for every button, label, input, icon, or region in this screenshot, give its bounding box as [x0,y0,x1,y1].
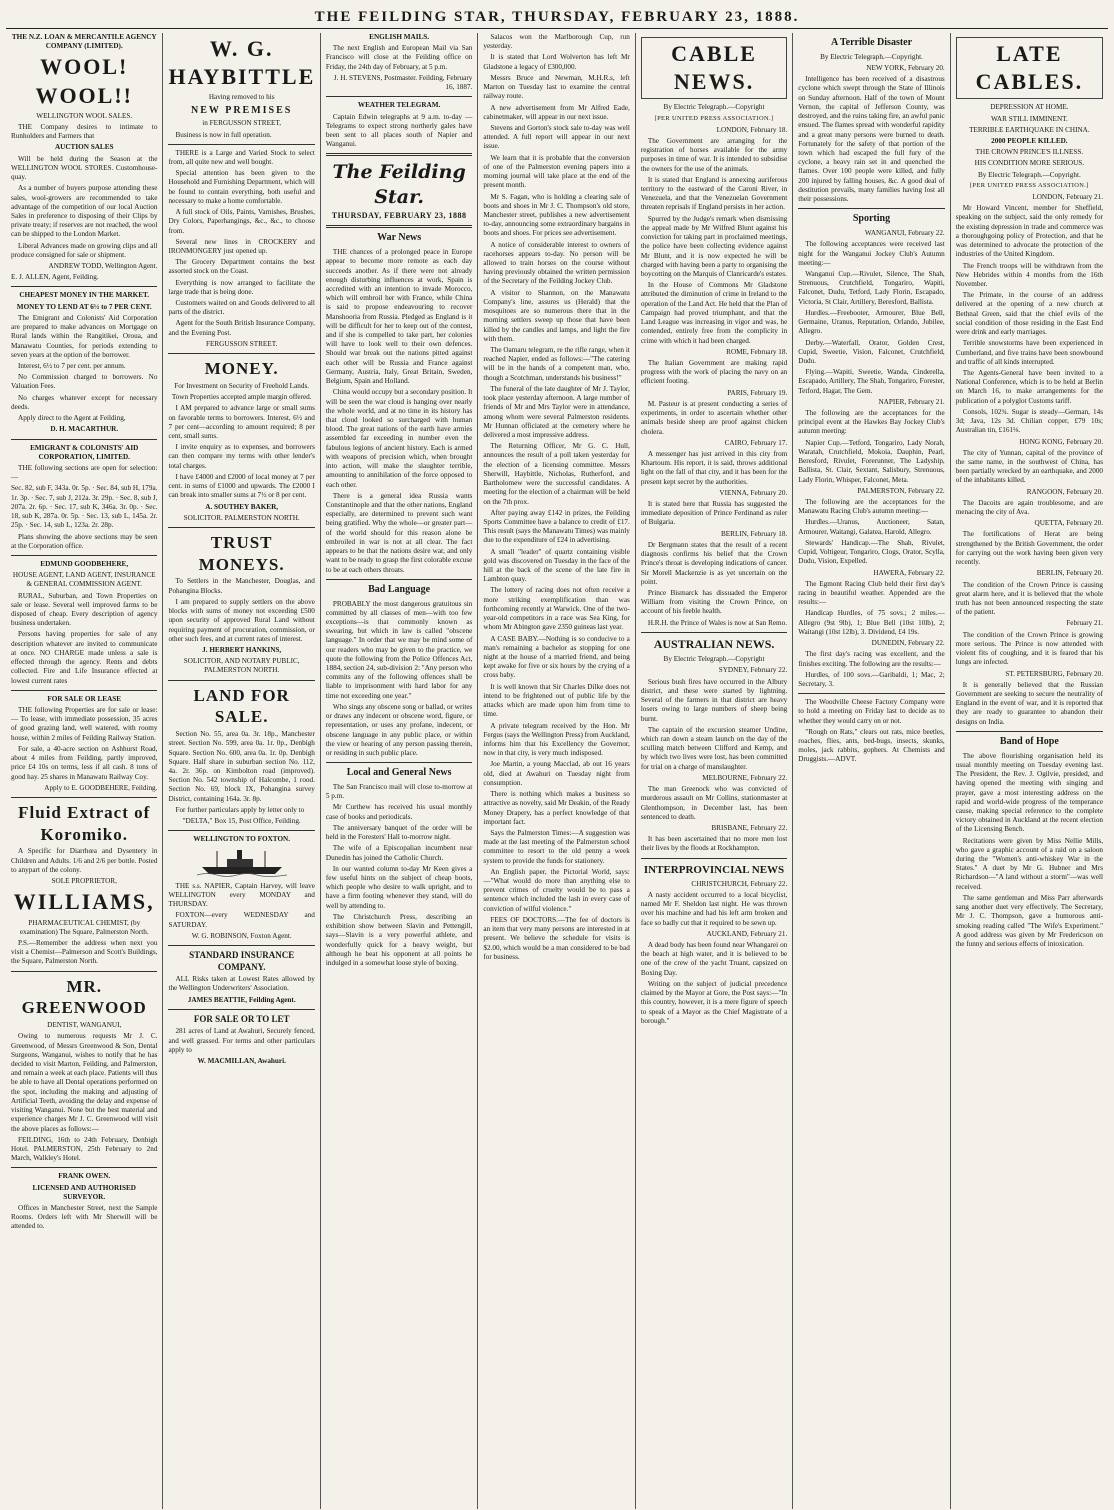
bad-language-title: Bad Language [368,583,431,595]
column-3 [321,33,478,1509]
cable-text-9: Dr Bergmann states that the result of a recent diagnosis confirms his belief that the Crown Prince's throat is developing indications of cancer. Sir Morell Mackenzie is as yet uncertain on the point. [640,540,788,586]
cable-text-1: The Government are arranging for the registration of horses available for the army purposes in time of war. It is intended to subsidise the owners for the use of the animals. [640,136,788,173]
hankins-subtitle: SOLICITOR, AND NOTARY PUBLIC, PALMERSTON NORTH. [183,657,300,675]
language-text-2: Who sings any obscene song or ballad, or writes or draws any indecent or obscene word, figure, or representation, or uses any profane, indecent, or obscene language in any public place, or within the view or hearing of any person passing therein, or residing in such public place. [325,702,473,758]
trust-text-1: To Settlers in the Manchester, Douglas, and Pohangina Blocks. [168,577,315,595]
money-text-5: Apply direct to the Agent at Feilding, [18,414,126,423]
local-text-6: The Christchurch Press, describing an exhibition show between Slavin and Pettengill, says—Slavin is a very powerful athlete, and wonderfully quick for a heavy weight, but although he beat his opponent at all points he indulged in a somewhat loose style of boxing. [325,912,473,967]
dateline-berlin: BERLIN, February 18. [720,529,788,538]
late-cables-assoc: [PER UNITED PRESS ASSOCIATION.] [969,181,1089,189]
australian-text-3: The man Greenock who was convicted of murderous assault on Mr Collins, stationmaster at Glenthompson, in December last, has been sentenced to death. [640,785,788,821]
late-cables-byline: By Electric Telegraph.—Copyright. [977,170,1081,179]
war-text-1: THE chances of a prolonged peace in Europe appear to become more remote as each day succeeds another. As if there were not already enough disturbing influences at work, Spain is accredited with an intention to invade Morocco, which will embroil her with France, while China is said to propose endeavouring to recover Manshooria from Russia. Pledged as England is it will be difficult for her to keep out of the contest, and if she is compelled to take part, her colonies will have to look well to their own defences. Should war break out the nations pitted against each other will be Russia and France against Germany, Austria, Italy, Great Britain, Sweden, Belgium, Spain and Holland. [325,248,473,386]
dateline-hong-kong: HONG KONG, February 20. [1019,437,1104,446]
australian-text-2: The captain of the excursion steamer Undine, which ran down a steam launch on the day of the sculling match between Clifford and Kemp, and by which two lives were lost, has been committed for trial on a charge of manslaughter. [640,725,788,771]
late-text-8: The Dacoits are again troublesome, and are menacing the city of Ava. [955,498,1104,517]
late-text-7: The city of Yunnan, capital of the province of the same name, in the southwest of China, has been partially wrecked by an earthquake, and 2000 of the inhabitants killed. [955,448,1104,485]
owen-subtitle: LICENSED AND AUTHORISED SURVEYOR. [32,1183,136,1201]
local-news-title: Local and General News [346,767,452,779]
extract-text: A Specific for Diarrhœa and Dysentery in Children and Adults. 1/6 and 2/6 per bottle. Posted to anypart of the colony. [11,847,158,874]
hankins-signature: J. HERBERT HANKINS, [202,645,282,654]
divider [168,945,314,946]
column-2 [163,33,320,1509]
auction-heading: AUCTION SALES [54,143,114,152]
land-text-1: Section No. 55, area 0a. 3r. 18p., Manchester street. Section No. 599, area 0a. 1r. 0p., Denbigh Square. Section No. 600, area 0a. 1r. 0p. Denbigh Square. Half share in suburban section No. 112, 4a. 2r. 36p. on Kimbolton road (improved). Section No. 542 township of Halcombe, 1 rood. Section No. 69, block IX, Pohangina survey District, containing 164a. 3r. 8p. [168,730,315,803]
owen-text: Offices in Manchester Street, next the Sample Rooms. Orders left with Mr Sherwill will be attended to. [11,1204,158,1231]
divider [11,439,157,440]
dateline-napier: NAPIER, February 21. [878,397,945,406]
trust-title: TRUST MONEYS. [198,532,285,574]
lease-signature: Apply to E. GOODBEHERE, Feilding. [44,783,158,792]
dateline-palmerston: PALMERSTON, February 22. [857,486,945,495]
dateline-christchurch: CHRISTCHURCH, February 22. [691,879,788,888]
late-cables-sub-2: WAR STILL IMMINENT. [990,114,1068,123]
late-text-2: The French troops will be withdrawn from the New Hebrides within 4 months from the 16th November. [955,261,1104,288]
news-item-8: A notice of considerable interest to owners of racehorses appears to-day. No person will be allowed to train horses on the course without having previously obtained the written permission of the Secretary of the Feilding Jockey Club. [483,240,630,286]
news-item-1: Salacos won the Marlborough Cup, run yesterday. [483,33,630,51]
local-text-1: The San Francisco mail will close to-morrow at 5 p.m. [325,783,473,801]
late-text-6: Consols, 102¾. Sugar is steady—German, 14s 3d; Java, 12s 3d. Chilian copper, £79 10s; Australian tin, £161⅛. [955,407,1104,435]
insurance-signature: JAMES BEATTIE, Feilding Agent. [187,995,296,1004]
cable-text-3: Spurred by the Judge's remark when dismissing the appeal made by Mr Wilfred Blunt against his conviction for taking part in proclaimed meetings, the police have been collecting evidence against Mr Blunt, and it is now expected he will be charged with having been a party to organising the boycotting on the Marquis of Clanricarde's estates. [640,214,788,278]
lease-text-1: THE following Properties are for sale or lease:— To lease, with immediate possession, 35 acres of good grazing land, well watered, with roomy house, within 2 miles of Feilding Railway Station. [11,706,158,742]
disaster-text: Intelligence has been received of a disastrous cyclone which swept through the State of Illinois on Sunday afternoon. Half of the town of Mount Vernon, the capital of Jefferson County, was destroyed, and the ruins taking fire, an awful panic ensued. The flames spread with wonderful rapidity and a great many persons were burned to death. Fortunately for the safety of that portion of the town which had escaped the full fury of the cyclone, a heavy rain set in and quenched the flames. Over 100 people were killed, and fully 200 injured by falling houses, &c. A good deal of destitution prevails, many families having lost all their possessions. [798,75,945,204]
sporting-text-11: Stewards' Handicap.—The Shah, Rivulet, Cupid, Voltigeur, Tongariro, Clogs, Orator, Scylla, Dudu, Vision, Expelled. [798,538,945,566]
money-title: CHEAPEST MONEY IN THE MARKET. [19,291,150,300]
news-item-14: A small "leader" of quartz containing visible gold was discovered on Tuesday in the face of the hill at the back of the scene of the late fire in Lambton quay. [483,547,630,584]
haybittle-text-5: Special attention has been given to the Household and Furnishing Department, which will be found to contain everything, both useful and necessary to make a home comfortable. [168,169,315,205]
wool-text-4: Liberal Advances made on growing clips and all produce consigned for sale or shipment. [11,241,158,259]
sale-text: 281 acres of Land at Awahuri, Securely fenced, and well grassed. For terms and other particulars apply to [168,1027,315,1054]
wool-subtitle: WELLINGTON WOOL SALES. [36,111,133,120]
column-5 [636,33,793,1509]
dateline-london-2: LONDON, February 21. [1032,193,1104,202]
dateline-rome: ROME, February 18. [726,347,788,356]
haybittle-text-7: Several new lines in CROCKERY and IRONMONGERY just opened up. [168,237,315,255]
cable-text-6: M. Pasteur is at present conducting a series of experiments, in order to ascertain whether other animals beside sheep are proof against chicken cholera. [640,399,788,436]
dateline-paris: PARIS, February 19. [727,388,788,397]
interprovincial-title: INTERPROVINCIAL NEWS [643,863,785,876]
interprovincial-text-1: A nasty accident occurred to a local bicyclist, named Mr F. Sheldon last night. He was thrown over his machine and had his left arm broken and face so badly cut that it required to be sewn up. [640,890,788,927]
money-text-b: Town Properties accepted ample margin offered. [171,393,312,402]
sporting-text-9: The following are the acceptances for the Manawatu Racing Club's autumn meeting:— [798,498,945,516]
news-item-20: There is nothing which makes a business so attractive as novelty, said Mr Deakin, of the Ready Money Drapery, has a perfect knowledge of that important fact. [483,790,630,826]
news-item-10: The Oamaru telegram, re the rifle range, when it reached Napier, ended as follows:—"The catering will be in the hands of a competent man, who, though a Scotchman, understands his business!" [483,346,630,382]
lease-title: FOR SALE OR LEASE [47,694,122,703]
dateline-feb-21: February 21. [1066,619,1104,628]
news-item-12: The Returning Officer, Mr G. C. Hull, announces the result of a poll taken yesterday for the election of a licensing committee. Messrs Sherwill, Haybittle, Nicholas, Rutherford, and Bartholomew were the successful candidates. A meeting for the election of a chairman will be held on the 7th prox. [483,442,630,506]
insurance-text: ALL Risks taken at Lowest Rates allowed by the Wellington Underwriters' Association. [168,975,315,993]
wool-text-3: As a number of buyers purpose attending these sales, wool-growers are recommended to take advantage of the competition of our local Auction Sales in preference to disposing of their Clips by private treaty; if reserves are not reached, the wool can be shipped to the London Market. [11,184,158,239]
money-title-2: MONEY. [204,359,279,379]
dateline-sydney: SYDNEY, February 22. [718,666,788,675]
baker-text-3: I have £4000 and £2000 of local money at 7 per cent. in sums of £1000 and upwards. The £2000 I can break into smaller sums at 7½ or 8 per cent. [168,472,315,500]
divider [956,731,1103,732]
weather-text: Captain Edwin telegraphs at 9 a.m. to-day — Telegrams to expect strong northerly gales have been sent to all places south of Napier and Wanganui. [325,112,473,149]
greenwood-text-1: Owing to numerous requests Mr J. C. Greenwood, of Messrs Greenwood & Son, Dental Surgeons, Wanganui, wishes to notify that he has decided to visit Marton, Feilding, and Palmerston, and remain a week at each place. Patients will thus be able to have all Dental operations performed on the spot, including the making and adjusting of Artificial Teeth, avoiding the delay and expense of visiting Wanganui. None but the best material and experience charges Mr J. C. Greenwood will visit the above places as follows:— [11,1032,158,1133]
news-item-22: An English paper, the Pictorial World, says:—"What would do more than anything else to prevent crimes of cruelty would be to pass a sentence which included the lash in every case of conviction of wilful violence." [483,867,630,913]
late-text-9: The fortifications of Herat are being strengthened by the British Government, the order for carrying out the work having been given very recently. [955,530,1104,567]
haybittle-title: W. G. HAYBITTLE [168,36,316,90]
news-item-11: The funeral of the late daughter of Mr J. Taylor, took place yesterday afternoon. A large number of friends of Mr and Mrs Taylor were in attendance, among whom were several Palmerston residents. Mr Hunnan officiated at the cemetery where he delivered a most impressive address. [483,384,630,439]
greenwood-subtitle: DENTIST, WANGANUI, [47,1021,122,1030]
cable-news-box [641,37,787,99]
divider [326,96,472,97]
news-item-2: It is stated that Lord Wolverton has left Mr Gladstone a legacy of £300,000. [483,53,630,71]
greenwood-title: MR. GREENWOOD [21,976,147,1018]
williams-title: WILLIAMS, [13,889,155,915]
dateline-london: LONDON, February 18. [716,125,788,134]
late-text-1: Mr Howard Vincent, member for Sheffield, speaking on the subject, said the only remedy for the existing depression in trade and commerce was a thoroughgoing policy of Protection, and that he was determined to advocate the protection of the industries of the United Kingdom. [955,204,1104,259]
haybittle-text-10: Customers waited on and Goods delivered to all parts of the district. [168,299,315,317]
hope-text-2: Recitations were given by Miss Nellie Mills, who gave a graphic account of a raid on a saloon during the "Women's anti-whiskey War in the States." A duet by Mr G. Hubner and Mrs Richardson—"A land without a storm"—was well received. [955,836,1104,891]
haybittle-text-4: THERE is a Large and Varied Stock to select from, all quite new and well bought. [168,148,315,166]
divider [11,797,157,798]
masthead: THE FEILDING STAR, THURSDAY, FEBRUARY 23, 1888. [6,6,1108,29]
sporting-text-3: Wanganui Cup.—Rivulet, Silence, The Shah, Strenuous, Crutchfield, Tongariro, Wapiti, Falconet, Dudu, Tetford, Lady Florin, Escapado, Victoria, St Clair, Artillery, Beresford, Ballista. [798,269,945,306]
wool-signature: ANDREW TODD, Wellington Agent. [48,262,158,271]
dateline-dunedin: DUNEDIN, February 22. [871,639,945,648]
late-text-12: It is generally believed that the Russian Government are seeking to secure the neutrality of England in the event of war, and it is reported that they are ready to guarantee to abandon their designs on India. [955,680,1104,726]
haybittle-premises: NEW PREMISES [191,104,293,116]
haybittle-text-11: Agent for the South British Insurance Company, and the Evening Post. [168,319,315,337]
australian-text-4: It has been ascertained that no more men lost their lives by the floods at Rockhampton. [640,835,788,853]
late-text-10: The condition of the Crown Prince is causing great alarm here, and it is believed that the whole truth has not been announced respecting the state of the patient. [955,580,1104,617]
haybittle-text-2: in FERGUSSON STREET, [202,119,282,128]
local-text-5: In our wanted column to-day Mr Keen gives a few useful hints on the subject of cheap boots, which people who desire to walk upright, and to have a firm footing whenever they stand, will do well by attending to. [325,864,473,910]
emigrant-sections: Sec. 82, sub F, 343a. 0r. 5p. · Sec. 84, sub H, 179a. 1r. 3p. · Sec. 7, sub J, 212a. 3r. 29p. · Sec. 8, sub J, 207a. 2r. 6p. · Sec. 17, sub K, 346a. 3r. 0p. · Sec. 18, sub K, 287a. 0r. 5p. · Sec. 13, sub L, 145a. 2r. 25p. · Sec. 14, sub L, 123a. 2r. 28p. [11,484,158,530]
late-cables-title: LATE CABLES. [975,41,1084,95]
late-cables-sub-6: HIS CONDITION MORE SERIOUS. [974,159,1085,168]
advert-text: "Rough on Rats," clears out rats, mice beetles, roaches, flies, ants, bed-bugs, insects, skunks, moles, jack rabbits, gophers. At Chemists and Druggists.—ADVT. [798,727,945,764]
divider [168,830,314,831]
land-title: LAND FOR SALE. [193,685,290,727]
cheese-factory-text: The Woodville Cheese Factory Company were to hold a meeting on Friday last to decide as to whether they would carry on or not. [798,698,945,725]
divider [11,555,157,556]
haybittle-text-1: Having removed to his [208,93,275,102]
news-item-6: We learn that it is probable that the conversion of one of the Palmerston evening papers into a morning journal will take place at the end of the present month. [483,153,630,190]
extract-title: Fluid Extract of Koromiko. [18,802,151,844]
band-of-hope-title: Band of Hope [999,735,1059,747]
hope-text-1: The above flourishing organisation held its usual monthly meeting on Tuesday evening last. The President, the Rev. J. Ogilvie, presided, and having opened the meeting with singing and prayer, gave a most interesting address on the rapid and world-wide progress of the temperance cause, making special reference to the complete victory obtained in Auckland at the recent election of the Licensing Bench. [955,751,1104,834]
cable-text-11: H.R.H. the Prince of Wales is now at San Remo. [647,618,788,627]
news-item-7: Mr S. Fagan, who is holding a clearing sale of boots and shoes in Mr J. C. Thompson's old store, Manchester street, publishes a new advertisement to-day, announcing some extraordinary bargains in boots and shoes. For prices see advertisement. [483,192,630,238]
news-item-4: A new advertisement from Mr Alfred Eade, cabinetmaker, will appear in our next issue. [483,103,630,121]
divider [798,208,944,209]
sporting-title: Sporting [852,213,891,225]
dateline-rangoon: RANGOON, February 20. [1026,487,1104,496]
column-4 [478,33,635,1509]
sporting-text-5: Derby.—Waterfall, Orator, Golden Crest, Cupid, Sweetie, Vision, Falconet, Crutchfield, Dudu. [798,338,945,365]
dateline-auckland: AUCKLAND, February 21. [706,929,788,938]
news-item-9: A visitor to Shannon, on the Manawatu Company's line, assures us (Herald) that the mosquitoes are so numerous there that in the morning settlers sweep up those that have been killed by the candles and lamps, and light the fire with them. [483,288,630,343]
mails-title: ENGLISH MAILS. [369,33,430,41]
emigrant-text-1: THE following sections are open for selection:— [11,463,158,482]
cable-text-8: It is stated here that Russia has suggested the immediate deposition of Prince Ferdinand as ruler of Bulgaria. [640,500,788,527]
foxton-text-1: THE s.s. NAPIER, Captain Harvey, will leave WELLINGTON every MONDAY and THURSDAY. [168,881,315,909]
late-text-3: The Primate, in the course of an address delivered at the opening of a new church at Bethnal Green, said that the chief evils of the social condition of those residing in the East End were drink and early marriages. [955,291,1104,337]
dateline-new-york: NEW YORK, February 20. [866,64,945,73]
interprovincial-text-3: Writing on the subject of judicial precedence claimed by the Mayor at Gore, the Post says:—"In this country, however, it is a mere figure of speech to speak of a Mayor as the Chief Magistrate of a borough." [640,979,788,1025]
sporting-text-13: Handicap Hurdles, of 75 sovs.; 2 miles.—Allegro (9st 9lb), 1; Blue Bell (10st 10lb), 2; Waitangi (10st 12lb), 3. Dividend, £4 19s. [798,609,945,636]
cable-text-10: Prince Bismarck has dissuaded the Emperor William from visiting the Crown Prince, on account of his feeble health. [640,589,788,616]
williams-text: P.S.—Remember the address when next you visit a Chemist—Palmerson and Scott's Buildings, the Square, Palmerston North. [11,938,158,966]
foxton-signature: W. G. ROBINSON, Foxton Agent. [191,931,292,940]
news-item-19: Joe Martin, a young Macclad, ab out 16 years old, died at Awahuri on Tuesday night from consumption. [483,760,630,787]
australian-news-title: AUSTRALIAN NEWS. [653,636,775,651]
haybittle-text-9: Everything is now arranged to facilitate the large trade that is being done. [168,278,315,296]
sporting-text-14: The first day's racing was excellent, and the finishes exciting. The following are the results:— [798,650,945,668]
wool-text-1: THE Company desires to intimate to Runholders and Farmers that [11,122,158,141]
mails-signature: J. H. STEVENS, Postmaster. Feilding, February 16, 1887. [333,73,473,92]
star-title: The Feilding Star. [332,161,466,208]
divider [798,693,944,694]
late-cables-sub-4: 2000 PEOPLE KILLED. [991,136,1068,145]
divider [11,971,157,972]
foxton-text-2: FOXTON—every WEDNESDAY and SATURDAY. [168,911,315,929]
dateline-cairo: CAIRO, February 17. [724,438,788,447]
divider [11,1167,157,1168]
news-item-17: It is well known that Sir Charles Dilke does not intend to be frightened out of public life by the attacks which are made upon him from time to time. [483,682,630,719]
news-item-5: Stevens and Gorton's stock sale to-day was well attended. A full report will appear in our next issue. [483,123,630,151]
emigrant-text-2: Plans showing the above sections may be seen at the Corporation office. [11,532,158,550]
divider [168,680,314,681]
williams-subtitle: PHARMACEUTICAL CHEMIST, (by examination) The Square, Palmerston North. [19,918,149,936]
divider [641,858,787,859]
sale-title: FOR SALE OR TO LET [193,1013,290,1024]
divider [326,762,472,763]
wool-text-2: Will be held during the Season at the WELLINGTON WOOL STORES. Customhouse-quay. [11,154,158,182]
local-text-3: The anniversary banquet of the order will be held in the Foresters' Hall to-morrow night. [325,823,473,842]
sporting-text-8: Napier Cup.—Tetford, Tongariro, Lady Norah, Waratah, Crutchfield, Mokoia, Dauphin, Pearl, Beresford, Rivulet, Forerunner, The Ladyship, Ballista, St. Clair, Sextant, Salisbury, Strenuous, Lady Florin, Whisper, Falconet, Meta. [798,438,945,484]
divider [11,286,157,287]
wool-signature-2: E. J. ALLEN, Agent, Feilding. [11,273,99,282]
star-date: THURSDAY, FEBRUARY 23, 1888 [331,211,467,221]
disaster-byline: By Electric Telegraph.—Copyright. [820,52,923,61]
goodbehere-text-2: Persons having properties for sale of any description whatever are invited to communicate at once. NO CHARGE made unless a sale is effected through the agency. Rents and debts collected. Fire and Life Insurance effected at lowest current rates [11,630,158,685]
goodbehere-text-1: RURAL, Suburban, and Town Properties on sale or lease. Several well improved farms to be disposed of cheap. Every description of agency business undertaken. [11,591,158,628]
divider [326,579,472,580]
column-6 [793,33,950,1509]
disaster-title: A Terrible Disaster [830,37,913,48]
news-item-21: Says the Palmerston Times:—A suggestion was made at the last meeting of the Palmerston school committee to resort to the old penny a week system to provide the funds for stationery. [483,828,630,865]
divider [326,153,472,156]
cable-text-4: In the House of Commons Mr Gladstone attributed the diminution of crime in Ireland to the operation of the Land Act. He held that the Plan of Campaign had proved triumphant, and that the Land League was increasing in vigor and was, he contended, entirely free from the complicity in crime with which it had been charged. [640,281,788,345]
dateline-melbourne: MELBOURNE, February 22. [702,773,788,782]
late-cables-sub-5: THE CROWN PRINCE'S ILLNESS. [975,148,1084,157]
baker-subtitle: SOLICITOR. PALMERSTON NORTH. [183,513,300,522]
news-item-23: FEES OF DOCTORS.—The fee of doctors is an item that very many persons are interested in at present. We believe the schedule for visits is $2.00, which would be a man considered to be bad for business. [483,915,630,961]
steamship-icon [168,847,314,880]
interprovincial-text-2: A dead body has been found near Whangarei on the beach at high water, and it is believed to be one of the crew of the yacht Truant, capsized on Boxing Day. [640,941,788,977]
sale-signature: W. MACMILLAN, Awahuri. [197,1056,286,1065]
australian-byline: By Electric Telegraph.—Copyright [663,655,765,664]
war-news-title: War News [377,232,422,244]
emigrant-title: EMIGRANT & COLONISTS' AID CORPORATION, LIMITED. [30,443,139,461]
trust-text-2: I am prepared to supply settlers on the above blocks with sums of money not exceeding £500 upon security of approved Rural Land without requiring payment of procuration, commission, or other such fees, and at current rates of interest. [168,597,315,643]
divider [168,1009,314,1010]
column-7 [951,33,1108,1509]
news-item-3: Messrs Bruce and Newman, M.H.R.s, left Marton on Tuesday last to examine the central railway route. [483,73,630,101]
late-text-5: The Agents-General have been invited to a National Conference, which is to be held at Berlin on March 16, to make arrangements for the publication of a polyglot Customs tariff. [955,368,1104,405]
columns [6,33,1108,1509]
divider [11,690,157,691]
mails-text: The next English and European Mail via San Francisco will close at the Feilding office on Friday, the 24th day of February, at 5 p.m. [325,44,473,71]
late-text-11: The condition of the Crown Prince is growing more serious. The Prince is now attended with violent fits of coughing, and it is feared that his lungs are infected. [955,630,1104,667]
goodbehere-subtitle: HOUSE AGENT, LAND AGENT, INSURANCE & GENERAL COMMISSION AGENT. [12,571,156,589]
news-item-18: A private telegram received by the Hon. Mr Fergus (says the Wellington Press) from Auckland, informs him that his Excellency the Governor, now in that city, is very much indisposed. [483,721,630,758]
news-item-16: A CASE BABY.—Nothing is so conducive to a man's remaining a bachelor as stopping for one night at the house of a married friend, and being kept awake for five or six hours by the crying of a cross baby. [483,634,630,680]
column-1 [6,33,163,1509]
language-text-1: PROBABLY the most dangerous gratuitous sin committed by all classes of men—with too few exceptions—is that commonly known as swearing, but which in law is called "obscene language." In order that we may be mind some of our readers who may be given to the practice, we quote the following from the Police Offences Act, 1884, section 24, sub-division 2: "Any person who commits any of the following offences shall be liable to imprisonment with hard labor for any time not exceeding one year." [325,599,473,700]
local-text-2: Mr Curthew has received his usual monthly case of books and periodicals. [325,803,473,821]
divider [168,353,314,354]
money-text-2: Interest, 6½ to 7 per cent. per annum. [18,362,126,370]
baker-signature: A. SOUTHEY BAKER, [205,502,279,511]
local-text-4: The wife of a Episcopalian incumbent near Dunedin has joined the Catholic Church. [325,844,473,862]
sporting-text-4: Hurdles.—Freebooter, Armourer, Blue Bell, Germaine, Uranus, Reputation, Orlando, Jubilee, Allegro. [798,308,945,336]
insurance-title: STANDARD INSURANCE COMPANY. [189,950,295,972]
money-text-4: No charges whatever except for necessary deeds. [11,393,158,411]
cable-news-title: CABLE NEWS. [671,41,757,95]
cable-assoc: [PER UNITED PRESS ASSOCIATION.] [654,114,774,122]
money-text-a: For Investment on Security of Freehold Lands. [174,381,310,390]
sporting-text-2: The following acceptances were received last night for the Wanganui Jockey Club's Autumn meeting:— [798,240,945,267]
divider [168,144,314,145]
cable-text-7: A messenger has just arrived in this city from Khartoum. His report, it is said, throws additional light on the fall of that city, and it has been for the present kept secret by the authorities. [640,449,788,486]
haybittle-text-6: A full stock of Oils, Paints, Varnishes, Brushes, Dry Colors, Paperhangings, &c., &c., to choose from. [168,208,315,235]
divider [168,527,314,528]
australian-text-1: Serious bush fires have occurred in the Albury district, and these were started by lightning. Several of the farmers in that district are heavy losers owing to large numbers of sheep being burnt. [640,677,788,723]
money-text-1: The Emigrant and Colonists' Aid Corporation are prepared to make advances on Mortgage on Rural lands within the Rangitikei, Oroua, and Manawatu Counties, for periods extending to seven years at the option of the borrower. [11,313,158,359]
loan-heading: THE N.Z. LOAN & MERCANTILE AGENCY COMPANY (LIMITED). [11,33,157,51]
war-text-3: There is a general idea Russia wants Constantinople and that the other nations, England especially, are determined to prevent such want being gratified. Why the whole—or greater part—of the world should for this reason alone be embroiled in war is not at all clear. The fact appears to be that the nations desire war, and only want to be ready to grasp the first colorable excuse to be at each others throats. [325,491,473,574]
foxton-title: WELLINGTON TO FOXTON. [193,835,291,844]
sporting-text-6: Flying.—Wapiti, Sweetie, Wanda, Cinderella, Escapado, Artillery, The Shah, Tongariro, Forester, Tetford, Hagar, The Gem. [798,368,945,395]
late-text-4: Terrible snowstorms have been experienced in Cumberland, and five trains have been snowbound and traffic of all kinds interrupted. [955,339,1104,366]
lease-text-2: For sale, a 40-acre section on Ashhurst Road, about 4 miles from Feilding, partly improved, price £4 10s on terms, less if all cash. 8 tons of good hay. 25 shares in Manawatu Railway Coy. [11,744,158,781]
weather-title: WEATHER TELEGRAM. [357,101,441,110]
war-text-2: China would occupy but a secondary position. It will be seen the war cloud is hanging over nearly the whole world, and at no time in its history has that cloud looked so surcharged with human blood. The great nations of the earth have armies assembled far exceeding in number even the fabulous legions of ancient history. Each is armed with weapons of precision which, when brought into action, will make the slaughter terrible, amounting to annihilation of the force opposed to each other. [325,388,473,489]
money-text-3: No Commission charged to borrowers. No Valuation Fees. [11,373,158,391]
dateline-st-petersburg: ST. PETERSBURG, February 20. [1005,669,1104,678]
sporting-text-10: Hurdles.—Uranus, Auctioneer, Satan, Armourer, Waitangi, Galatea, Harold, Allegro. [798,518,945,536]
wool-title: WOOL! WOOL!! [35,54,133,108]
extract-proprietor: SOLE PROPRIETOR, [51,877,117,886]
news-item-13: After paying away £142 in prizes, the Feilding Sports Committee have a balance to credit of £17. This result (says the Manawatu Times) was mainly due to the expenditure of £24 in advertising. [483,508,630,545]
owen-title: FRANK OWEN. [58,1172,111,1181]
hope-text-3: The same gentleman and Miss Parr afterwards sang another duet very effectively. The Secretary, Mr J. C. Thompson, gave a humorous anti-smoking reading called "The Wife's Experiment." A good address was given by Mr Fredericson on the funny and serious effects of intoxication. [955,893,1104,949]
haybittle-text-3: Business is now in full operation. [175,130,272,139]
divider [641,632,787,633]
money-signature: D. H. MACARTHUR. [50,425,119,434]
late-cables-sub-3: TERRIBLE EARTHQUAKE IN CHINA. [969,125,1090,134]
dateline-berlin-2: BERLIN, February 20. [1036,569,1104,578]
divider [326,225,472,228]
late-cables-sub-1: DEPRESSION AT HOME. [990,103,1069,112]
dateline-vienna: VIENNA, February 20. [719,488,788,497]
money-subtitle: MONEY TO LEND AT 6½ to 7 PER CENT. [16,302,152,311]
cable-text-5: The Italian Government are making rapid progress with the work of placing the navy on an efficient footing. [640,358,788,386]
haybittle-footer: FERGUSSON STREET. [206,339,278,348]
cable-text-2: It is stated that England is annexing auriferous territory to the eastward of the Caroni River, in Venezuela, and that the Venezuelan Government threaten reprisals if England persists in her action. [640,175,788,212]
sporting-text-7: The following are the acceptances for the principal event at the Hawkes Bay Jockey Club's autumn meeting: [798,409,945,436]
sporting-text-15: Hurdles, of 100 sovs.—Garibaldi, 1; Mac, 2; Secretary, 3. [798,670,945,688]
dateline-wanganui: WANGANUI, February 22. [864,229,945,238]
baker-text-1: I AM prepared to advance large or small sums on favorable terms to borrowers. Interest, 6½ and 7 per cent—according to amount required; 8 per cent, small sums. [168,404,315,440]
cable-byline: By Electric Telegraph.—Copyright [663,103,765,112]
goodbehere-title: EDMUND GOODBEHERE, [40,559,129,568]
news-item-15: The lottery of racing does not often receive a more striking exemplification than was forthcoming recently at Warwick. One of the two-year-old competitors in a race was Sea King, for whom Mr Abington gave 2350 guineas last year. [483,586,630,632]
land-text-2: For further particulars apply by letter only to [175,805,305,814]
dateline-quetta: QUETTA, February 20. [1034,519,1104,528]
haybittle-text-8: The Grocery Department contains the best assorted stock on the Coast. [168,258,315,276]
dateline-hawera: HAWERA, February 22. [873,568,945,577]
baker-text-2: I invite enquiry as to expenses, and borrowers can then compare my terms with other lender's total charges. [168,443,315,470]
dateline-brisbane: BRISBANE, February 22. [711,823,788,832]
sporting-text-12: The Egmont Racing Club held their first day's racing in beautiful weather. Appended are the results:— [798,579,945,607]
late-cables-box [956,37,1103,99]
land-signature: "DELTA," Box 15, Post Office, Feilding. [182,817,301,826]
greenwood-text-2: FEILDING, 16th to 24th February, Denbigh Hotel. PALMERSTON, 25th February to 2nd March, Walkley's Hotel. [11,1135,158,1163]
